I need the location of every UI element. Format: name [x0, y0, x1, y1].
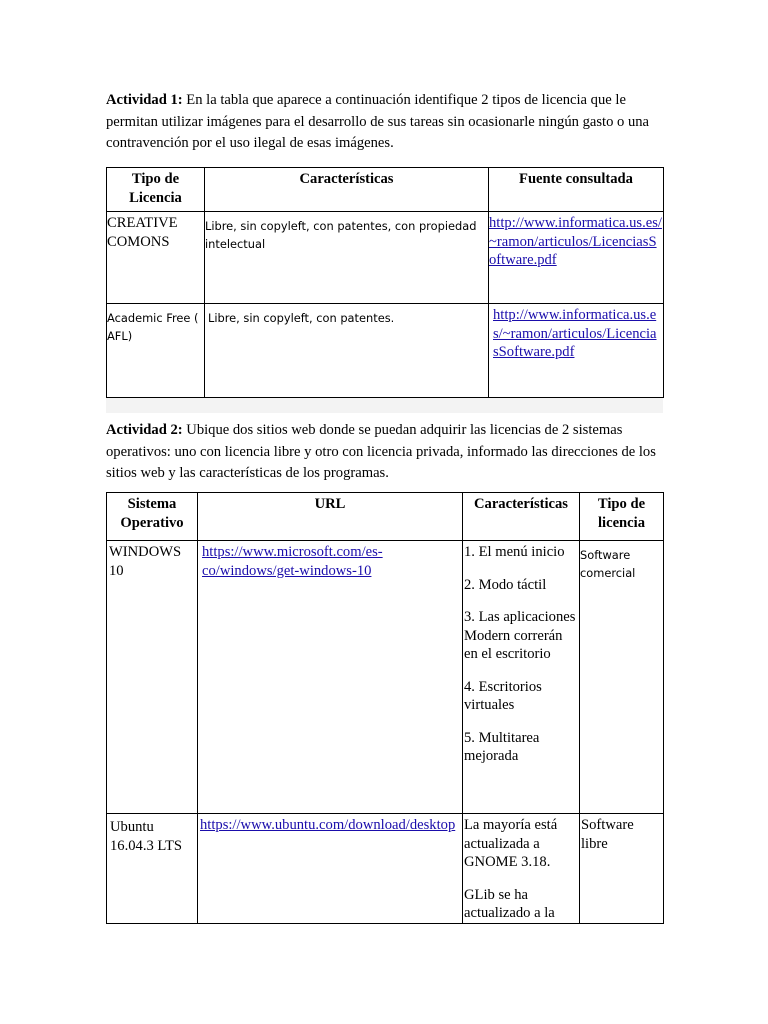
cell-tipo: Academic Free ( AFL): [107, 304, 205, 398]
header-url: URL: [198, 493, 463, 541]
feature-item: 5. Multitarea mejorada: [464, 729, 540, 764]
header-sistema-operativo: Sistema Operativo: [107, 493, 198, 541]
feature-item: 3. Las aplicaciones Modern correrán en el escritorio: [464, 609, 576, 662]
header-caracteristicas: Características: [205, 168, 489, 212]
licencias-table: [106, 167, 664, 398]
actividad-2-paragraph: [106, 420, 656, 485]
actividad-1-label: Actividad 1:: [106, 92, 183, 108]
cell-features: [463, 814, 580, 924]
header-tipo-licencia: Tipo de licencia: [580, 493, 664, 541]
cell-sistema: WINDOWS 10: [107, 541, 198, 814]
table-row: [107, 541, 664, 814]
cell-sistema: Ubuntu 16.04.3 LTS: [107, 814, 198, 924]
url-link[interactable]: https://www.ubuntu.com/download/desktop: [200, 817, 456, 833]
actividad-2-label: Actividad 2:: [106, 422, 183, 438]
header-tipo-licencia: Tipo de Licencia: [107, 168, 205, 212]
header-caracteristicas: Características: [463, 493, 580, 541]
fuente-link[interactable]: http://www.informatica.us.es/~ramon/articulos/LicenciasSoftware.pdf: [493, 307, 657, 360]
page-gap: [106, 398, 663, 413]
feature-item: 1. El menú inicio: [464, 544, 565, 560]
actividad-1-paragraph: [106, 90, 656, 155]
url-link[interactable]: https://www.microsoft.com/es-co/windows/get-windows-10: [202, 544, 383, 579]
cell-caracteristicas: Libre, sin copyleft, con patentes.: [205, 304, 489, 398]
feature-item: 2. Modo táctil: [464, 576, 547, 593]
feature-item: GLib se ha actualizado a la: [464, 886, 555, 921]
cell-caracteristicas: Libre, sin copyleft, con patentes, con propiedad intelectual: [205, 212, 489, 304]
actividad-2-text: Ubique dos sitios web donde se puedan adquirir las licencias de 2 sistemas operativos: uno con licencia libre y otro con licencia privada, informado las direcciones de los sitios web y las características de los programas.: [106, 422, 656, 481]
feature-item: La mayoría está actualizada a GNOME 3.18.: [464, 817, 558, 870]
cell-tipo: CREATIVE COMONS: [107, 212, 205, 304]
cell-licencia: Software libre: [580, 814, 664, 924]
table-row: [107, 304, 664, 398]
fuente-link[interactable]: http://www.informatica.us.es/~ramon/articulos/LicenciasSoftware.pdf: [489, 215, 662, 268]
table-row: [107, 814, 664, 924]
header-fuente-consultada: Fuente consultada: [489, 168, 664, 212]
feature-item: 4. Escritorios virtuales: [464, 678, 542, 713]
table-row: [107, 212, 664, 304]
sistemas-operativos-table: [106, 492, 664, 924]
cell-features: [463, 541, 580, 814]
actividad-1-text: En la tabla que aparece a continuación identifique 2 tipos de licencia que le permitan utilizar imágenes para el desarrollo de sus tareas sin ocasionarle ningún gasto o una contravención por el uso ilegal de esas imágenes.: [106, 92, 650, 151]
cell-licencia: Software comercial: [580, 541, 664, 814]
